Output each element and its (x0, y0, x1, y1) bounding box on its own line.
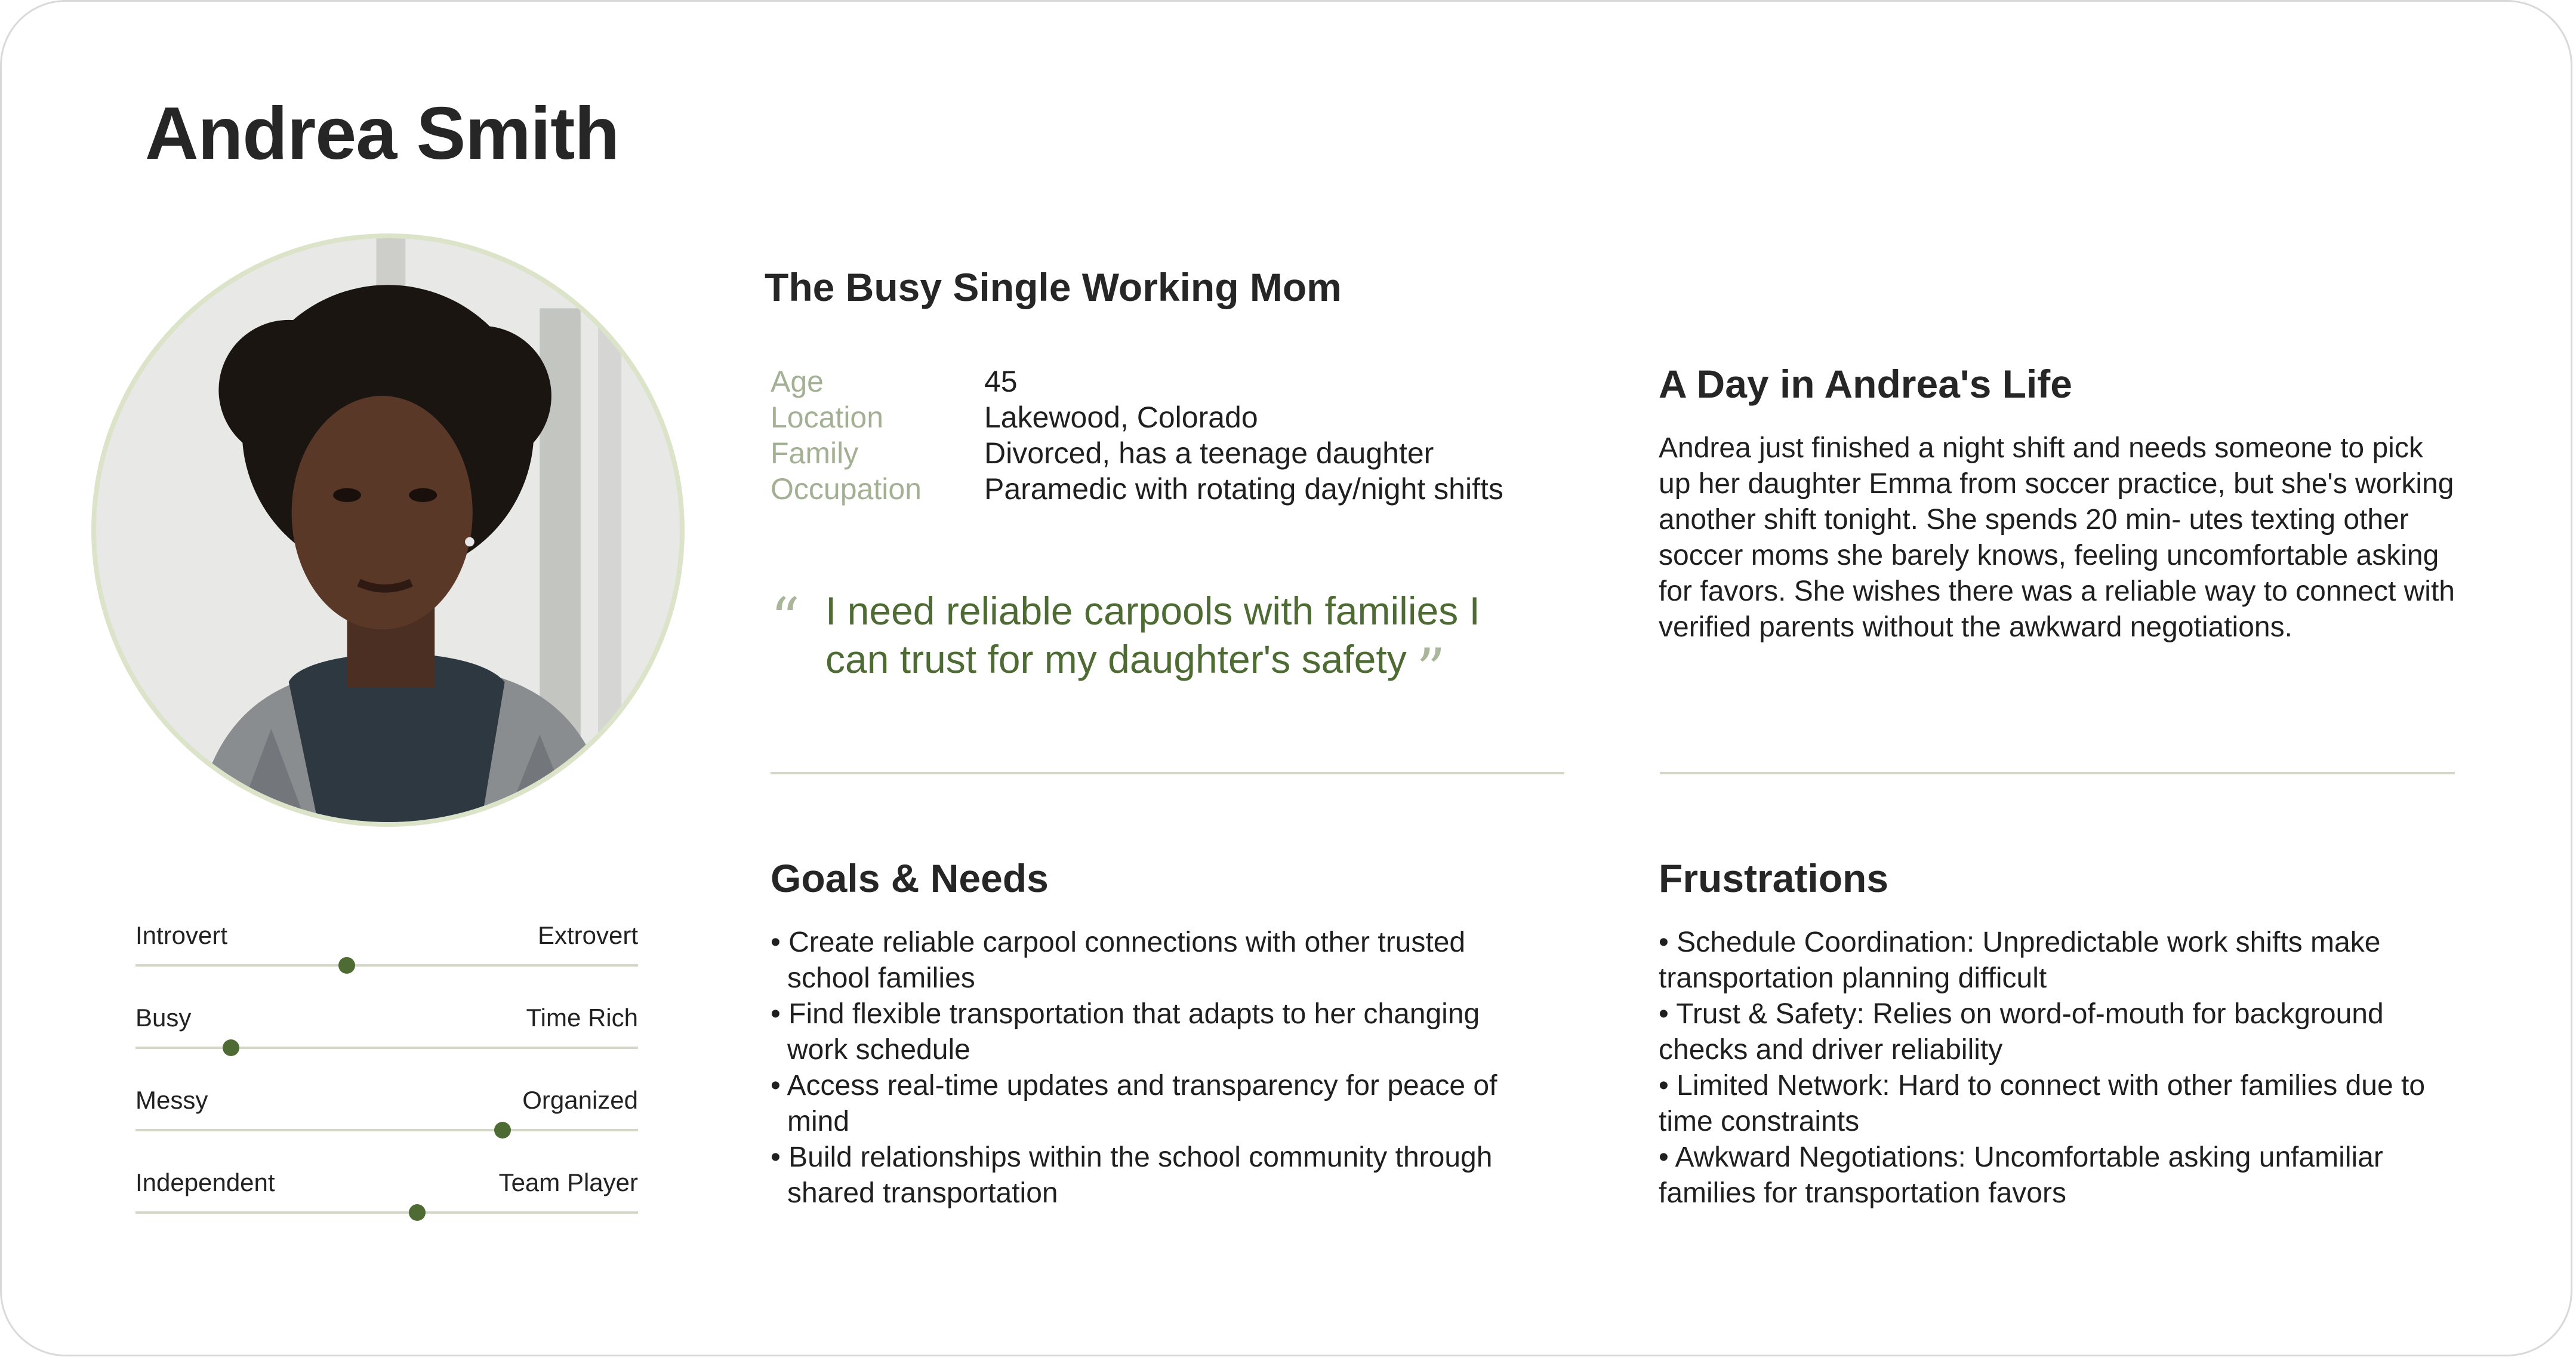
info-row-occupation (771, 471, 1503, 507)
info-value: 45 (984, 365, 1018, 398)
trait-left-label: Independent (135, 1168, 275, 1196)
list-item: • Find flexible transportation that adapts to her changing work schedule (771, 998, 1480, 1066)
list-item: • Limited Network: Hard to connect with other families due to time constraints (1659, 1070, 2426, 1137)
trait-messy-organized (135, 1086, 638, 1168)
trait-left-label: Busy (135, 1004, 192, 1032)
list-item: • Access real-time updates and transparency for peace of mind (771, 1070, 1497, 1137)
trait-introvert-extrovert (135, 921, 638, 1004)
list-item: • Schedule Coordination: Unpredictable work shifts make transportation planning difficult (1659, 927, 2381, 994)
trait-busy-time-rich (135, 1004, 638, 1086)
goals-title: Goals & Needs (771, 856, 1049, 900)
divider (771, 772, 1564, 774)
personality-sliders (135, 921, 638, 1251)
info-value: Lakewood, Colorado (984, 401, 1258, 434)
persona-subtitle: The Busy Single Working Mom (765, 265, 1342, 309)
persona-info (771, 364, 1503, 507)
trait-right-label: Organized (522, 1086, 638, 1114)
info-row-family (771, 435, 1503, 471)
trait-right-label: Time Rich (526, 1004, 638, 1032)
divider (1660, 772, 2455, 774)
persona-name: Andrea Smith (145, 93, 620, 175)
trait-left-label: Introvert (135, 921, 228, 949)
list-item: • Create reliable carpool connections with other trusted school families (771, 927, 1466, 994)
trait-track (135, 1129, 638, 1131)
trait-right-label: Extrovert (537, 921, 638, 949)
trait-marker (409, 1204, 426, 1221)
info-value: Divorced, has a teenage daughter (984, 436, 1434, 470)
day-in-life-title: A Day in Andrea's Life (1659, 362, 2072, 406)
trait-track (135, 1211, 638, 1214)
open-quote-icon: “ (771, 586, 800, 653)
list-item: • Awkward Negotiations: Uncomfortable asking unfamiliar families for transportation favors (1659, 1141, 2383, 1209)
frustrations-title: Frustrations (1659, 856, 1889, 900)
persona-quote (771, 586, 1546, 703)
trait-track (135, 964, 638, 967)
list-item: • Trust & Safety: Relies on word-of-mouth for background checks and driver reliability (1659, 998, 2384, 1066)
trait-marker (494, 1122, 511, 1139)
info-label: Family (771, 436, 859, 470)
quote-text: I need reliable carpools with families I can trust for my daughter's safety (825, 589, 1480, 681)
info-label: Location (771, 401, 884, 434)
avatar (91, 233, 685, 827)
trait-marker (338, 957, 355, 974)
info-label: Age (771, 365, 824, 398)
trait-left-label: Messy (135, 1086, 208, 1114)
info-row-location (771, 399, 1503, 435)
frustrations-list (1659, 925, 2458, 1211)
trait-independent-team-player (135, 1168, 638, 1251)
goals-list (771, 925, 1505, 1211)
trait-marker (223, 1039, 239, 1056)
list-item: • Build relationships within the school community through shared transportation (771, 1141, 1493, 1209)
trait-track (135, 1047, 638, 1049)
info-row-age (771, 364, 1503, 399)
info-value: Paramedic with rotating day/night shifts (984, 472, 1503, 506)
day-in-life-text: Andrea just finished a night shift and needs someone to pick up her daughter Emma from soccer practice, but she's working another shift tonight. She spends 20 min- utes texting other soccer moms she barely knows, feeling uncomfortable asking for favors. She wishes there was a reliable way to connect with verified parents without the awkward negotiations. (1659, 432, 2455, 643)
info-label: Occupation (771, 472, 922, 506)
trait-right-label: Team Player (498, 1168, 638, 1196)
portrait-image (96, 238, 680, 822)
close-quote-icon: ” (1416, 636, 1446, 703)
